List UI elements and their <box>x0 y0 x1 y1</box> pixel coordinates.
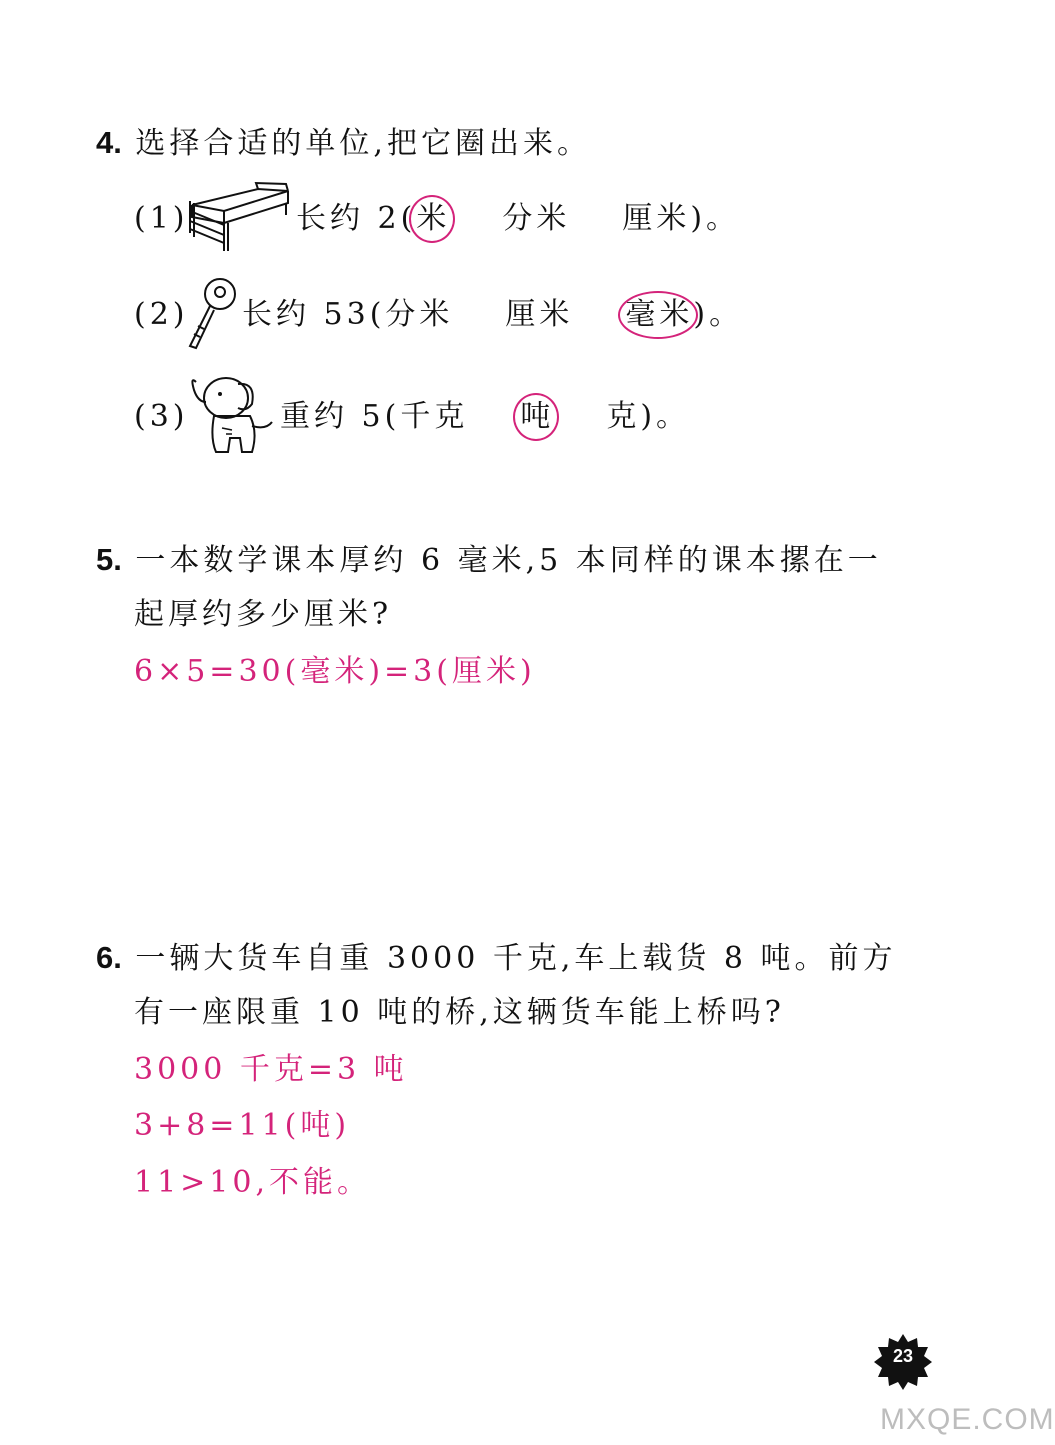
q4-item-3-opt-2-circled: 吨 <box>520 399 555 434</box>
q4-heading <box>96 127 591 159</box>
watermark: MXQE.COM <box>880 1403 1055 1436</box>
q4-item-2-opt-1: 分米 <box>385 297 454 332</box>
q4-item-1-after: )。 <box>690 201 741 236</box>
q4-item-1-opt-1-circled: 米 <box>416 201 451 236</box>
q4-item-2-label: (2) <box>134 297 189 332</box>
q6-line-1: 一辆大货车自重 3000 千克,车上载货 8 吨。前方 <box>135 941 897 976</box>
key-icon <box>184 276 240 352</box>
q4-item-1-opt-3: 厘米 <box>622 201 691 236</box>
q5-heading <box>96 544 882 576</box>
q6-answer-3: 11>10,不能。 <box>134 1165 372 1200</box>
q5-line-2: 起厚约多少厘米? <box>134 597 393 632</box>
q4-item-2-after: )。 <box>693 297 744 332</box>
q6-number: 6. <box>96 940 122 975</box>
q4-item-1-text <box>296 201 741 236</box>
q4-item-2-before: 长约 53( <box>242 297 386 332</box>
q6-answer-1: 3000 千克=3 吨 <box>134 1052 408 1087</box>
q4-item-3-text <box>280 399 691 434</box>
elephant-icon <box>186 372 278 462</box>
q4-item-3 <box>134 399 189 434</box>
q4-item-2 <box>134 297 189 332</box>
bed-icon <box>186 181 294 253</box>
q4-item-3-opt-1: 千克 <box>400 399 469 434</box>
q5-line-1: 一本数学课本厚约 6 毫米,5 本同样的课本摞在一 <box>135 543 882 578</box>
q4-item-1-before: 长约 2( <box>296 201 417 236</box>
q4-item-2-opt-3-circled: 毫米 <box>625 297 694 332</box>
q4-item-2-text <box>242 297 744 332</box>
q4-item-1 <box>134 201 189 236</box>
q6-answer-2: 3+8=11(吨) <box>134 1108 351 1143</box>
q6-heading <box>96 942 897 974</box>
q6-line-2: 有一座限重 10 吨的桥,这辆货车能上桥吗? <box>134 995 785 1030</box>
page-number-badge <box>868 1330 938 1392</box>
q4-title: 选择合适的单位,把它圈出来。 <box>135 126 591 161</box>
q4-item-2-opt-2: 厘米 <box>505 297 574 332</box>
q5-line-2-row <box>134 597 393 632</box>
q6-line-2-row <box>134 995 785 1030</box>
q4-item-1-opt-2: 分米 <box>502 201 571 236</box>
page-number: 23 <box>892 1346 914 1366</box>
q5-number: 5. <box>96 542 122 577</box>
q4-number: 4. <box>96 125 122 160</box>
q4-item-3-opt-3: 克 <box>606 399 641 434</box>
q4-item-3-after: )。 <box>640 399 691 434</box>
q4-item-1-label: (1) <box>134 201 189 236</box>
q4-item-3-before: 重约 5( <box>280 399 401 434</box>
q5-answer: 6×5=30(毫米)=3(厘米) <box>134 654 536 689</box>
q4-item-3-label: (3) <box>134 399 189 434</box>
